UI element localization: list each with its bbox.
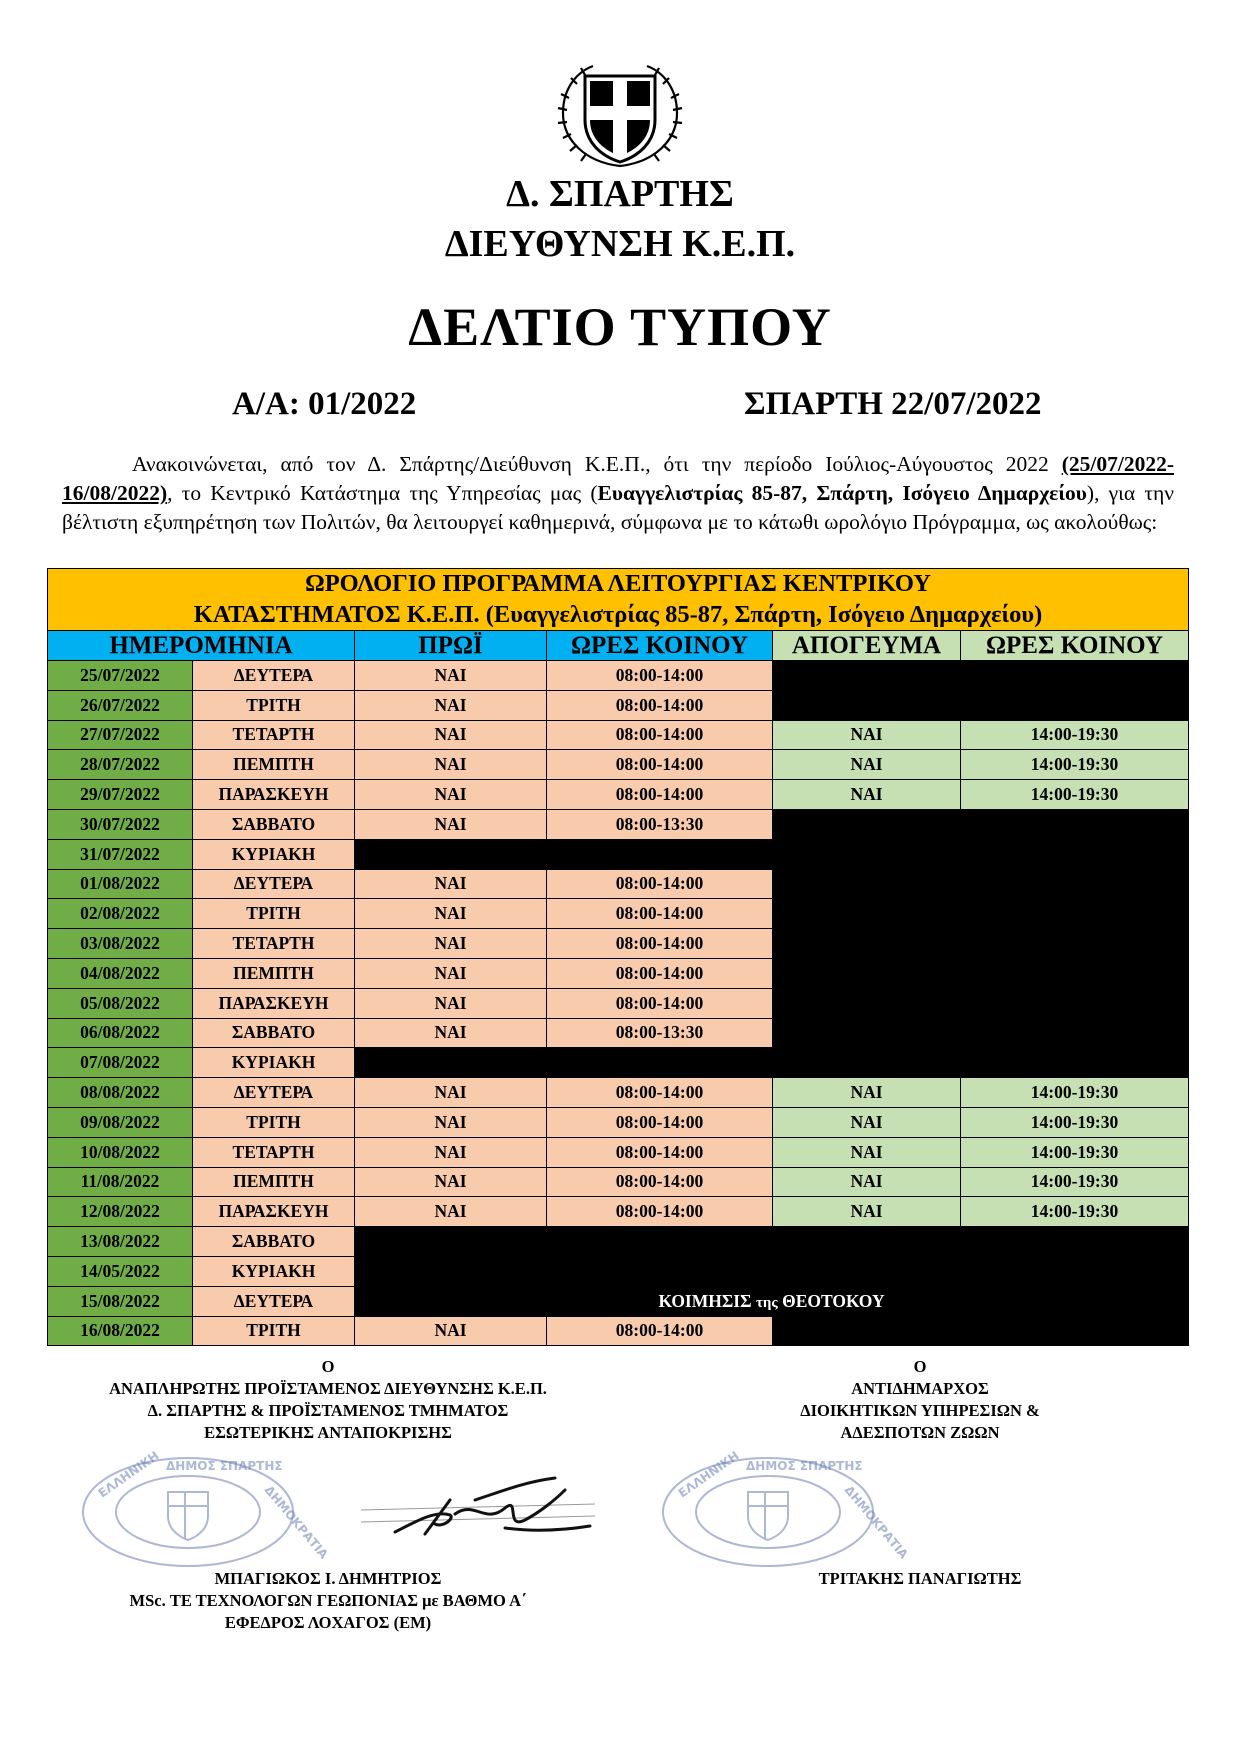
signatory-right-line-2: ΔΙΟΙΚΗΤΙΚΩΝ ΥΠΗΡΕΣΙΩΝ & [800,1401,1040,1420]
morning-open-cell [355,1227,547,1257]
holiday-name: ΚΟΙΜΗΣΙΣ [658,1290,752,1311]
day-cell: ΤΕΤΑΡΤΗ [193,929,355,959]
day-cell: ΠΕΜΠΤΗ [193,1167,355,1197]
date-cell: 07/08/2022 [48,1048,193,1078]
date-cell: 09/08/2022 [48,1107,193,1137]
morning-hours-cell: 08:00-13:30 [547,1018,773,1048]
signatory-right-line-3: ΑΔΕΣΠΟΤΩΝ ΖΩΩΝ [840,1423,1000,1442]
day-cell: ΤΡΙΤΗ [193,1316,355,1346]
svg-text:ΕΛΛΗΝΙΚΗ: ΕΛΛΗΝΙΚΗ [675,1448,742,1501]
morning-hours-cell: 08:00-14:00 [547,661,773,691]
intro-text-1: Ανακοινώνεται, από τον Δ. Σπάρτης/Διεύθυνση Κ.Ε.Π., ότι την περίοδο Ιούλιος-Αύγουστος 2022 [132,452,1062,476]
table-row [48,1137,1189,1167]
day-cell: ΠΑΡΑΣΚΕΥΗ [193,988,355,1018]
date-cell: 04/08/2022 [48,958,193,988]
handwritten-signature [355,1470,605,1550]
morning-open-cell: ΝΑΙ [355,690,547,720]
afternoon-hours-cell [961,809,1189,839]
reference-number: Α/Α: 01/2022 [232,386,417,422]
signatory-left-line-2: Δ. ΣΠΑΡΤΗΣ & ΠΡΟΪΣΤΑΜΕΝΟΣ ΤΜΗΜΑΤΟΣ [147,1401,509,1420]
afternoon-hours-cell [961,1048,1189,1078]
afternoon-hours-cell: 14:00-19:30 [961,720,1189,750]
morning-open-cell [355,839,547,869]
morning-hours-cell: 08:00-14:00 [547,988,773,1018]
day-cell: ΤΕΤΑΡΤΗ [193,720,355,750]
table-row [48,929,1189,959]
morning-hours-cell: 08:00-14:00 [547,720,773,750]
place-and-date: ΣΠΑΡΤΗ 22/07/2022 [744,386,1042,422]
signatory-left-article: Ο [321,1357,335,1376]
day-cell: ΠΑΡΑΣΚΕΥΗ [193,780,355,810]
table-row [48,869,1189,899]
table-row [48,1167,1189,1197]
header-afternoon-hours: ΩΡΕΣ ΚΟΙΝΟΥ [961,631,1189,661]
svg-text:ΔΗΜΟΣ ΣΠΑΡΤΗΣ: ΔΗΜΟΣ ΣΠΑΡΤΗΣ [166,1459,283,1473]
morning-open-cell: ΝΑΙ [355,661,547,691]
date-cell: 14/05/2022 [48,1256,193,1286]
date-cell: 08/08/2022 [48,1078,193,1108]
morning-open-cell: ΝΑΙ [355,720,547,750]
day-cell: ΠΕΜΠΤΗ [193,750,355,780]
signatory-right-article: Ο [913,1357,927,1376]
date-cell: 30/07/2022 [48,809,193,839]
morning-open-cell: ΝΑΙ [355,1078,547,1108]
morning-hours-cell: 08:00-14:00 [547,780,773,810]
date-cell: 27/07/2022 [48,720,193,750]
morning-hours-cell: 08:00-13:30 [547,809,773,839]
date-cell: 10/08/2022 [48,1137,193,1167]
afternoon-hours-cell [961,1227,1189,1257]
afternoon-open-cell: ΝΑΙ [773,1078,961,1108]
afternoon-hours-cell [961,929,1189,959]
signatory-left-line-1: ΑΝΑΠΛΗΡΩΤΗΣ ΠΡΟΪΣΤΑΜΕΝΟΣ ΔΙΕΥΘΥΝΣΗΣ Κ.Ε.Π. [109,1379,547,1398]
morning-hours-cell: 08:00-14:00 [547,869,773,899]
intro-paragraph [62,450,1174,537]
afternoon-hours-cell [961,1256,1189,1286]
table-row [48,958,1189,988]
signatory-right-name: ΤΡΙΤΑΚΗΣ ΠΑΝΑΓΙΩΤΗΣ [818,1569,1022,1588]
afternoon-open-cell: ΝΑΙ [773,780,961,810]
date-cell: 06/08/2022 [48,1018,193,1048]
afternoon-hours-cell [961,839,1189,869]
signatory-left-title-2: ΕΦΕΔΡΟΣ ΛΟΧΑΓΟΣ (ΕΜ) [224,1613,432,1632]
morning-hours-cell: 08:00-14:00 [547,899,773,929]
afternoon-open-cell [773,958,961,988]
afternoon-open-cell [773,661,961,691]
schedule-title-line-2: ΚΑΤΑΣΤΗΜΑΤΟΣ Κ.Ε.Π. (Ευαγγελιστρίας 85-87, Σπάρτη, Ισόγειο Δημαρχείου) [48,600,1189,631]
date-cell: 25/07/2022 [48,661,193,691]
afternoon-hours-cell: 14:00-19:30 [961,780,1189,810]
schedule-title-row-1 [48,569,1189,600]
table-row [48,690,1189,720]
day-cell: ΚΥΡΙΑΚΗ [193,1256,355,1286]
table-row [48,1286,1189,1316]
table-row [48,1107,1189,1137]
morning-hours-cell: 08:00-14:00 [547,1137,773,1167]
day-cell: ΤΡΙΤΗ [193,899,355,929]
day-cell: ΚΥΡΙΑΚΗ [193,839,355,869]
afternoon-hours-cell [961,869,1189,899]
afternoon-open-cell [773,929,961,959]
morning-open-cell: ΝΑΙ [355,929,547,959]
morning-open-cell: ΝΑΙ [355,869,547,899]
afternoon-open-cell [773,869,961,899]
signatory-right-name-block [700,1568,1140,1590]
table-row [48,839,1189,869]
afternoon-hours-cell [961,661,1189,691]
morning-open-cell: ΝΑΙ [355,750,547,780]
day-cell: ΤΡΙΤΗ [193,1107,355,1137]
morning-hours-cell: 08:00-14:00 [547,929,773,959]
schedule-title-line-1: ΩΡΟΛΟΓΙΟ ΠΡΟΓΡΑΜΜΑ ΛΕΙΤΟΥΡΓΙΑΣ ΚΕΝΤΡΙΚΟΥ [48,569,1189,600]
afternoon-open-cell [773,1048,961,1078]
table-row [48,1048,1189,1078]
afternoon-open-cell [773,899,961,929]
afternoon-open-cell [773,1018,961,1048]
table-row [48,750,1189,780]
afternoon-open-cell [773,988,961,1018]
date-cell: 16/08/2022 [48,1316,193,1346]
morning-open-cell: ΝΑΙ [355,899,547,929]
day-cell: ΔΕΥΤΕΡΑ [193,1078,355,1108]
day-cell: ΔΕΥΤΕΡΑ [193,661,355,691]
date-cell: 29/07/2022 [48,780,193,810]
schedule-title-row-2 [48,600,1189,631]
date-cell: 15/08/2022 [48,1286,193,1316]
afternoon-hours-cell [961,958,1189,988]
day-cell: ΚΥΡΙΑΚΗ [193,1048,355,1078]
afternoon-hours-cell [961,899,1189,929]
table-row [48,1256,1189,1286]
morning-hours-cell: 08:00-14:00 [547,690,773,720]
morning-open-cell: ΝΑΙ [355,1137,547,1167]
morning-hours-cell [547,839,773,869]
day-cell: ΣΑΒΒΑΤΟ [193,1018,355,1048]
morning-hours-cell [547,1227,773,1257]
afternoon-hours-cell: 14:00-19:30 [961,1167,1189,1197]
table-row [48,1197,1189,1227]
afternoon-open-cell [773,839,961,869]
afternoon-open-cell [773,1316,961,1346]
table-row [48,1227,1189,1257]
svg-text:ΔΗΜΟΚΡΑΤΙΑ: ΔΗΜΟΚΡΑΤΙΑ [261,1482,331,1562]
svg-text:ΔΗΜΟΣ ΣΠΑΡΤΗΣ: ΔΗΜΟΣ ΣΠΑΡΤΗΣ [746,1459,863,1473]
morning-hours-cell: 08:00-14:00 [547,958,773,988]
signatory-left-line-3: ΕΣΩΤΕΡΙΚΗΣ ΑΝΤΑΠΟΚΡΙΣΗΣ [204,1423,452,1442]
intro-address: Ευαγγελιστρίας 85-87, Σπάρτη, Ισόγειο Δημαρχείου [597,481,1087,505]
table-row [48,899,1189,929]
afternoon-open-cell: ΝΑΙ [773,1197,961,1227]
afternoon-hours-cell [961,1316,1189,1346]
afternoon-hours-cell [961,988,1189,1018]
morning-hours-cell: 08:00-14:00 [547,1078,773,1108]
morning-open-cell: ΝΑΙ [355,958,547,988]
table-row [48,1316,1189,1346]
morning-hours-cell: 08:00-14:00 [547,1167,773,1197]
afternoon-open-cell: ΝΑΙ [773,750,961,780]
signatory-right-title [700,1356,1140,1444]
day-cell: ΤΡΙΤΗ [193,690,355,720]
morning-hours-cell: 08:00-14:00 [547,750,773,780]
afternoon-open-cell [773,690,961,720]
header-morning: ΠΡΩΪ [355,631,547,661]
afternoon-hours-cell: 14:00-19:30 [961,1107,1189,1137]
table-row [48,780,1189,810]
date-cell: 26/07/2022 [48,690,193,720]
morning-open-cell: ΝΑΙ [355,1316,547,1346]
morning-hours-cell [547,1048,773,1078]
afternoon-hours-cell [961,690,1189,720]
intro-text-3: ), για την βέλτιστη εξυπηρέτηση των Πολιτών, θα λειτουργεί καθημερινά, σύμφωνα με το κάτωθι ωρολόγιο Πρόγραμμα, ως ακολούθως: [62,481,1174,534]
municipality-stamp-left [68,1448,331,1568]
signatory-left-name: ΜΠΑΓΙΩΚΟΣ Ι. ΔΗΜΗΤΡΙΟΣ [214,1569,442,1588]
municipality-stamp-right [648,1448,911,1568]
table-row [48,720,1189,750]
date-cell: 05/08/2022 [48,988,193,1018]
table-row [48,809,1189,839]
schedule-header-row [48,631,1189,661]
date-cell: 28/07/2022 [48,750,193,780]
morning-open-cell: ΝΑΙ [355,809,547,839]
afternoon-hours-cell: 14:00-19:30 [961,1078,1189,1108]
afternoon-open-cell: ΝΑΙ [773,1137,961,1167]
holiday-cell [355,1286,1189,1316]
afternoon-hours-cell: 14:00-19:30 [961,1197,1189,1227]
svg-text:ΔΗΜΟΚΡΑΤΙΑ: ΔΗΜΟΚΡΑΤΙΑ [841,1482,911,1562]
afternoon-open-cell: ΝΑΙ [773,1107,961,1137]
day-cell: ΤΕΤΑΡΤΗ [193,1137,355,1167]
morning-open-cell [355,1048,547,1078]
table-row [48,1078,1189,1108]
morning-open-cell [355,1256,547,1286]
date-cell: 02/08/2022 [48,899,193,929]
afternoon-hours-cell: 14:00-19:30 [961,1137,1189,1167]
day-cell: ΠΕΜΠΤΗ [193,958,355,988]
signatory-left-title [48,1356,608,1444]
header-afternoon: ΑΠΟΓΕΥΜΑ [773,631,961,661]
holiday-name-article: της [755,1294,778,1311]
header-morning-hours: ΩΡΕΣ ΚΟΙΝΟΥ [547,631,773,661]
intro-text-2: , το Κεντρικό Κατάστημα της Υπηρεσίας μας ( [167,481,598,505]
intro-period: (25/07/2022-16/08/2022) [62,452,1174,505]
greek-coat-of-arms-emblem [555,58,685,173]
holiday-name-end: ΘΕΟΤΟΚΟΥ [782,1290,885,1311]
morning-hours-cell: 08:00-14:00 [547,1107,773,1137]
date-cell: 03/08/2022 [48,929,193,959]
afternoon-open-cell [773,1256,961,1286]
signatory-left-title-1: MSc. ΤΕ ΤΕΧΝΟΛΟΓΩΝ ΓΕΩΠΟΝΙΑΣ με ΒΑΘΜΟ Α΄ [129,1591,527,1610]
morning-open-cell: ΝΑΙ [355,1197,547,1227]
signatory-right-line-1: ΑΝΤΙΔΗΜΑΡΧΟΣ [851,1379,989,1398]
afternoon-open-cell [773,809,961,839]
morning-open-cell: ΝΑΙ [355,988,547,1018]
signatory-left-name-block [48,1568,608,1634]
afternoon-hours-cell [961,1018,1189,1048]
day-cell: ΣΑΒΒΑΤΟ [193,1227,355,1257]
afternoon-open-cell: ΝΑΙ [773,1167,961,1197]
svg-text:ΕΛΛΗΝΙΚΗ: ΕΛΛΗΝΙΚΗ [95,1448,162,1501]
morning-open-cell: ΝΑΙ [355,1107,547,1137]
afternoon-open-cell [773,1227,961,1257]
afternoon-hours-cell: 14:00-19:30 [961,750,1189,780]
municipality-heading: Δ. ΣΠΑΡΤΗΣ [506,173,734,215]
header-date: ΗΜΕΡΟΜΗΝΙΑ [48,631,355,661]
date-cell: 31/07/2022 [48,839,193,869]
date-cell: 01/08/2022 [48,869,193,899]
day-cell: ΠΑΡΑΣΚΕΥΗ [193,1197,355,1227]
schedule-table [47,568,1189,1346]
afternoon-open-cell: ΝΑΙ [773,720,961,750]
morning-hours-cell: 08:00-14:00 [547,1197,773,1227]
document-type-title: ΔΕΛΤΙΟ ΤΥΠΟΥ [408,297,832,357]
date-cell: 12/08/2022 [48,1197,193,1227]
morning-hours-cell: 08:00-14:00 [547,1316,773,1346]
date-cell: 11/08/2022 [48,1167,193,1197]
date-cell: 13/08/2022 [48,1227,193,1257]
table-row [48,988,1189,1018]
table-row [48,1018,1189,1048]
morning-hours-cell [547,1256,773,1286]
day-cell: ΔΕΥΤΕΡΑ [193,1286,355,1316]
morning-open-cell: ΝΑΙ [355,1167,547,1197]
department-heading: ΔΙΕΥΘΥΝΣΗ Κ.Ε.Π. [444,223,796,265]
day-cell: ΔΕΥΤΕΡΑ [193,869,355,899]
table-row [48,661,1189,691]
morning-open-cell: ΝΑΙ [355,780,547,810]
morning-open-cell: ΝΑΙ [355,1018,547,1048]
day-cell: ΣΑΒΒΑΤΟ [193,809,355,839]
